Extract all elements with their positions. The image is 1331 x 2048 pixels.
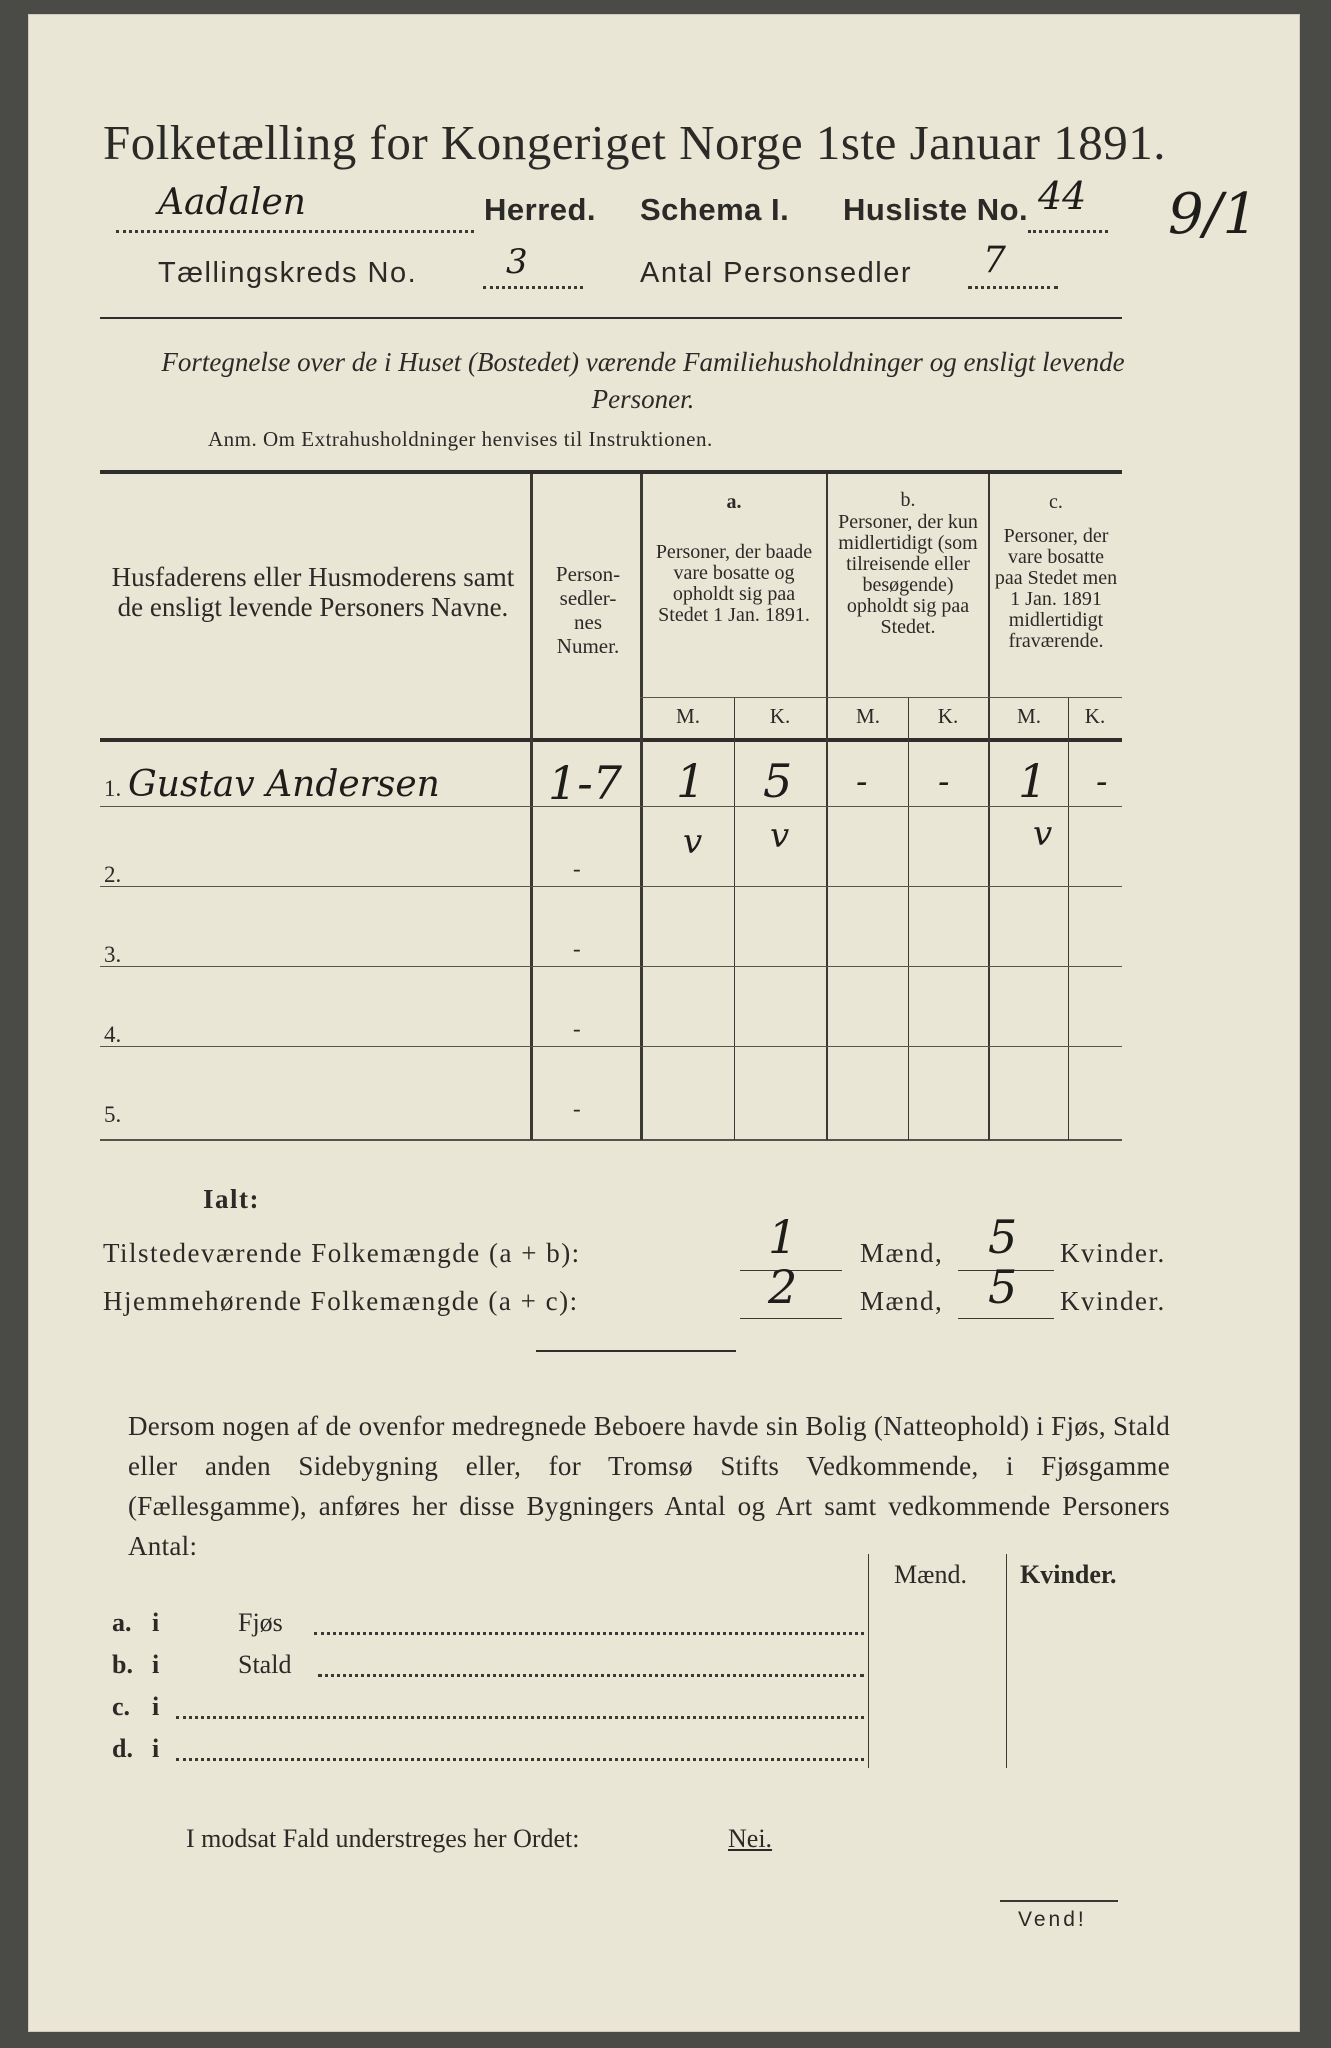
- vend-rule: [1000, 1900, 1118, 1902]
- col-divider-a-mk: [734, 698, 735, 1140]
- row-number-3: 3.: [104, 942, 122, 967]
- husliste-dotted-line: [1028, 230, 1108, 233]
- building-b-i: i: [152, 1650, 160, 1679]
- resident-women-value: 5: [988, 1260, 1018, 1314]
- row-1-b-k: -: [938, 762, 950, 802]
- row-1-number: 1-7: [548, 756, 623, 810]
- building-a-dotted-line: [314, 1632, 864, 1635]
- col-divider-b: [988, 474, 990, 1140]
- col-c-letter: c.: [1049, 491, 1063, 513]
- herred-dotted-line: [116, 230, 474, 233]
- resident-men-value: 2: [768, 1260, 798, 1314]
- table-bottom-rule: [100, 1139, 1122, 1141]
- antal-label: Antal Personsedler: [640, 257, 913, 289]
- col-c-header: Personer, der vare bosatte paa Stedet men 1 Jan. 1891 midlertidigt fraværende.: [994, 525, 1118, 652]
- outbuilding-instruction: Dersom nogen af de ovenfor medregnede Beboere havde sin Bolig (Natteophold) i Fjøs, Stald eller anden Sidebygning eller, for Tromsø Stifts Vedkommende, i Fjøsgamme (Fællesgamme), anføres her disse Bygningers Antal og Art samt vedkommende Personers Antal:: [128, 1411, 1170, 1561]
- col-a-k: K.: [769, 704, 791, 728]
- husliste-value: 44: [1038, 174, 1087, 218]
- col-divider-a: [826, 474, 828, 1140]
- building-a-letter: a.: [112, 1608, 132, 1637]
- table-header-bottom-rule: [100, 738, 1122, 742]
- col-b-header: Personer, der kun midlertidigt (som tilreisende eller besøgende) opholdt sig paa Stedet.: [838, 511, 978, 638]
- row-line-4: [100, 1046, 1122, 1047]
- form-title: Folketælling for Kongeriget Norge 1ste Januar 1891.: [103, 115, 1166, 170]
- section-divider: [536, 1350, 736, 1352]
- check-mark-a-k: v: [770, 816, 790, 856]
- present-women-value: 5: [988, 1210, 1018, 1264]
- col-divider-num: [640, 474, 643, 1140]
- row-line-3: [100, 966, 1122, 967]
- check-mark-a-m: v: [683, 822, 703, 862]
- building-b-name: Stald: [238, 1650, 292, 1679]
- building-a-name: Fjøs: [238, 1608, 283, 1637]
- row-number-2: 2.: [104, 862, 122, 887]
- mk-header-rule: [640, 697, 1122, 698]
- building-b-dotted-line: [318, 1674, 864, 1677]
- resident-women-label: Kvinder.: [1060, 1286, 1166, 1316]
- otherwise-instruction: I modsat Fald understreges her Ordet:: [186, 1824, 580, 1853]
- col-a-letter: a.: [726, 491, 742, 513]
- kreds-value: 3: [506, 242, 528, 282]
- resident-men-label: Mænd,: [860, 1286, 944, 1316]
- col-b-m: M.: [856, 704, 880, 728]
- row-1-a-k: 5: [763, 754, 793, 808]
- schema-label: Schema I.: [640, 192, 790, 227]
- antal-dotted-line: [968, 286, 1058, 289]
- row-number-4: 4.: [104, 1022, 122, 1047]
- resident-population-label: Hjemmehørende Folkemængde (a + c):: [103, 1286, 579, 1316]
- buildings-col-divider-2: [1006, 1554, 1007, 1768]
- building-c-letter: c.: [112, 1692, 131, 1721]
- row-1-b-m: -: [856, 762, 868, 802]
- form-subtitle: Fortegnelse over de i Huset (Bostedet) værende Familiehusholdninger og ensligt levende Personer.: [161, 347, 1125, 414]
- col-divider-c-mk: [1068, 698, 1069, 1140]
- row-5-number: -: [573, 1096, 581, 1121]
- row-2-number: -: [573, 856, 581, 881]
- col-divider-b-mk: [908, 698, 909, 1140]
- antal-value: 7: [983, 240, 1006, 281]
- row-1-c-m: 1: [1018, 754, 1048, 808]
- row-4-number: -: [573, 1016, 581, 1041]
- kreds-dotted-line: [483, 286, 583, 289]
- check-mark-c-m: v: [1033, 814, 1053, 854]
- row-number-1: 1.: [104, 776, 122, 801]
- building-d-dotted-line: [176, 1758, 864, 1761]
- col-b-k: K.: [937, 704, 959, 728]
- building-b-letter: b.: [112, 1650, 133, 1679]
- row-number-5: 5.: [104, 1102, 122, 1127]
- nei-word: Nei.: [728, 1824, 773, 1853]
- row-1-a-m: 1: [676, 754, 706, 808]
- col-a-header: Personer, der baade vare bosatte og opholdt sig paa Stedet 1 Jan. 1891.: [655, 541, 813, 626]
- herred-value: Aadalen: [158, 182, 306, 223]
- row-1-c-k: -: [1096, 762, 1108, 802]
- number-column-header: Person-sedler-nes Numer.: [555, 562, 621, 658]
- row-1-name: Gustav Andersen: [128, 764, 440, 805]
- col-c-m: M.: [1017, 704, 1041, 728]
- building-c-i: i: [152, 1692, 160, 1721]
- building-a-i: i: [152, 1608, 160, 1637]
- present-women-label: Kvinder.: [1060, 1238, 1166, 1268]
- name-column-header: Husfaderens eller Husmoderens samt de ensligt levende Personers Navne.: [111, 562, 515, 622]
- buildings-col-divider-1: [868, 1554, 869, 1768]
- husliste-label: Husliste No.: [843, 192, 1029, 227]
- col-divider-name: [530, 474, 533, 1140]
- margin-note: 9/1: [1168, 182, 1259, 247]
- census-form-page: [28, 14, 1300, 2032]
- table-top-rule: [100, 470, 1122, 474]
- ialt-label: Ialt:: [203, 1184, 260, 1214]
- resident-women-line: [958, 1318, 1054, 1319]
- building-d-i: i: [152, 1734, 160, 1763]
- col-a-m: M.: [676, 704, 700, 728]
- building-c-dotted-line: [176, 1716, 864, 1719]
- col-c-k: K.: [1084, 704, 1106, 728]
- kreds-label: Tællingskreds No.: [158, 257, 418, 289]
- resident-men-line: [740, 1318, 842, 1319]
- row-line-2: [100, 886, 1122, 887]
- col-b-letter: b.: [900, 489, 916, 511]
- buildings-women-header: Kvinder.: [1020, 1560, 1117, 1589]
- row-3-number: -: [573, 936, 581, 961]
- building-d-letter: d.: [112, 1734, 133, 1763]
- buildings-men-header: Mænd.: [894, 1560, 967, 1589]
- header-divider: [100, 317, 1122, 319]
- present-men-value: 1: [768, 1210, 798, 1264]
- turn-over-note: Vend!: [1018, 1908, 1087, 1931]
- present-population-label: Tilstedeværende Folkemængde (a + b):: [103, 1238, 581, 1268]
- herred-label: Herred.: [484, 192, 597, 227]
- present-men-label: Mænd,: [860, 1238, 944, 1268]
- instruction-note: Anm. Om Extrahusholdninger henvises til Instruktionen.: [208, 427, 713, 451]
